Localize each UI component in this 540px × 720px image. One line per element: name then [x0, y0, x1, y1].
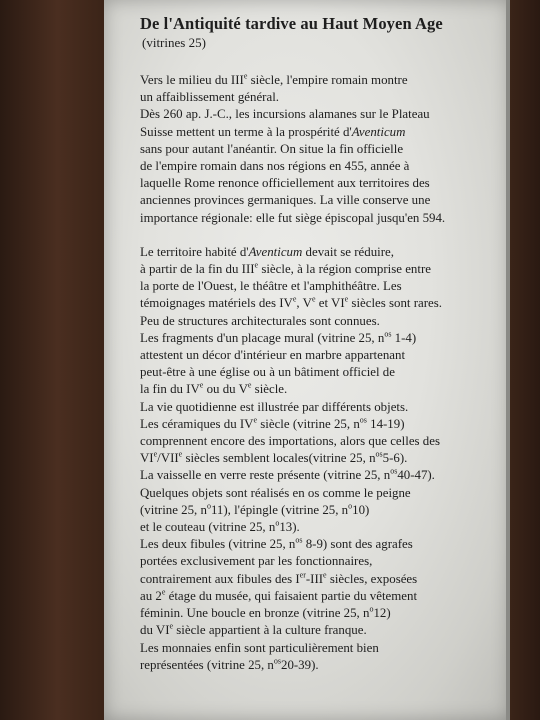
text-line: au 2e étage du musée, qui faisaient partie du vêtement: [140, 587, 418, 603]
text-line: du VIe siècle appartient à la culture franque.: [140, 622, 367, 638]
text-line: Les fragments d'un placage mural (vitrine 25, $n^{os}$ 1-4): [140, 329, 417, 345]
text-line: anciennes provinces germaniques. La ville conserve une: [140, 193, 431, 208]
wall-right: [510, 0, 540, 720]
text-line: comprennent encore des importations, alors que celles des: [140, 434, 440, 449]
text-line: La vie quotidienne est illustrée par différents objets.: [140, 399, 409, 414]
text-line: portées exclusivement par les fonctionnaires,: [140, 554, 373, 569]
text-line: (vitrine 25, $n^o11$), l'épingle (vitrine 25, $n^o10$): [140, 501, 370, 517]
text-line: un affaiblissement général.: [140, 90, 280, 105]
paragraph-1: [140, 72, 500, 227]
text-line: Les deux fibules (vitrine 25, $n^{os}$ 8-9) sont des agrafes: [140, 535, 413, 552]
text-line: Peu de structures architecturales sont connues.: [140, 313, 380, 328]
panel-content: [140, 14, 500, 674]
museum-text-panel: [104, 0, 510, 720]
text-line: Quelques objets sont réalisés en os comme le peigne: [140, 485, 411, 500]
text-line: attestent un décor d'intérieur en marbre appartenant: [140, 348, 406, 363]
text-line: Suisse mettent un terme à la prospérité d'Aventicum: [140, 124, 406, 139]
text-line: la fin du IVe ou du Ve siècle.: [140, 381, 288, 397]
text-line: contrairement aux fibules des Ier-IIIe siècles, exposées: [140, 570, 418, 586]
panel-title: De l'Antiquité tardive au Haut Moyen Age: [140, 14, 443, 33]
text-line: féminin. Une boucle en bronze (vitrine 25, $n^o12$): [140, 604, 391, 621]
wall-left: [0, 0, 104, 720]
text-line: Les monnaies enfin sont particulièrement bien: [140, 640, 379, 655]
text-line: représentées (vitrine 25, $n^{os}20-39$).: [140, 656, 319, 672]
text-line: La vaisselle en verre reste présente (vitrine 25, $n^{os}40-47$).: [140, 467, 435, 483]
panel-edge: [506, 0, 510, 720]
paragraph-gap: [140, 227, 500, 244]
text-line: VIe/VIIe siècles semblent locales(vitrine 25, $n^{os}5-6$).: [140, 449, 408, 466]
text-line: de l'empire romain dans nos régions en 455, année à: [140, 159, 410, 174]
text-line: Dès 260 ap. J.-C., les incursions alamanes sur le Plateau: [140, 107, 430, 122]
text-line: à partir de la fin du IIIe siècle, à la région comprise entre: [140, 260, 431, 277]
text-line: Vers le milieu du IIIe siècle, l'empire romain montre: [140, 71, 408, 87]
text-line: peut-être à une église ou à un bâtiment officiel de: [140, 365, 395, 380]
text-line: laquelle Rome renonce officiellement aux territoires des: [140, 176, 430, 191]
text-line: et le couteau (vitrine 25, $n^o13$).: [140, 518, 300, 535]
panel-subtitle: (vitrines 25): [142, 35, 206, 50]
text-line: importance régionale: elle fut siège épiscopal jusqu'en 594.: [140, 210, 446, 225]
text-line: Le territoire habité d'Aventicum devait se réduire,: [140, 244, 394, 259]
paragraph-2: [140, 244, 500, 674]
text-line: témoignages matériels des IVe, Ve et VIe siècles sont rares.: [140, 295, 442, 311]
text-line: sans pour autant l'anéantir. On situe la fin officielle: [140, 141, 404, 156]
text-line: la porte de l'Ouest, le théâtre et l'amphithéâtre. Les: [140, 279, 402, 294]
text-line: Les céramiques du IVe siècle (vitrine 25, $n^{os}$ 14-19): [140, 415, 405, 431]
